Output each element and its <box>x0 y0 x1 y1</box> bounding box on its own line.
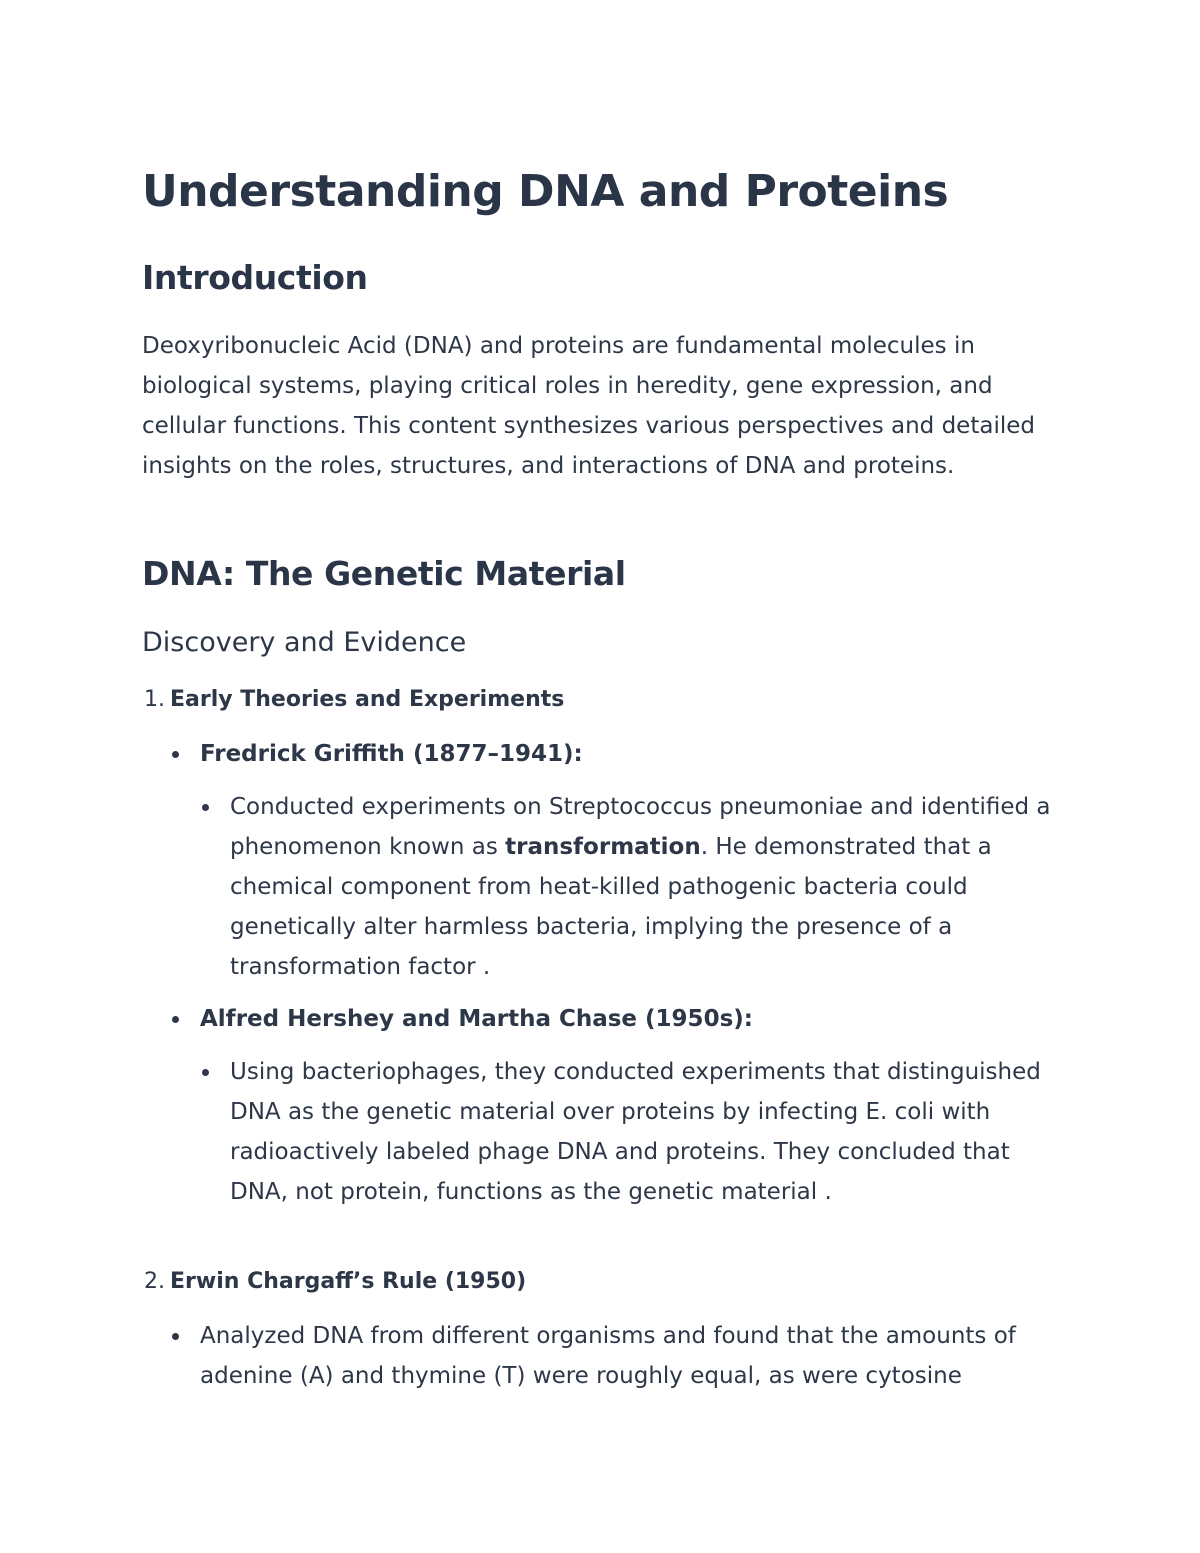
introduction-heading: Introduction <box>142 258 368 297</box>
list-item-label: Early Theories and Experiments <box>170 687 565 712</box>
detail-text: Analyzed DNA from different organisms and found that the amounts of adenine (A) and thymine (T) were roughly equal, as were cytosine <box>200 1323 1016 1389</box>
bullet-icon <box>172 751 179 758</box>
document-title: Understanding DNA and Proteins <box>142 166 949 217</box>
bullet-icon <box>172 1016 179 1023</box>
bullet-hershey-chase-detail <box>230 1052 1060 1212</box>
bullet-griffith <box>200 734 1050 774</box>
list-item-early-theories <box>144 687 564 712</box>
bullet-label: Alfred Hershey and Martha Chase (1950s): <box>200 1006 753 1032</box>
bullet-hershey-chase <box>200 999 1050 1039</box>
detail-bold-term: transformation <box>505 834 701 860</box>
bullet-icon <box>172 1333 179 1340</box>
bullet-icon <box>202 1069 209 1076</box>
bullet-label: Fredrick Griffith (1877–1941): <box>200 741 583 767</box>
detail-text-before: Conducted experiments on Streptococcus pneumoniae and identified a phenomenon known as <box>230 794 1051 860</box>
list-number: 2. <box>144 1269 165 1294</box>
bullet-icon <box>202 804 209 811</box>
detail-text-after: . He demonstrated that a chemical component from heat-killed pathogenic bacteria could genetically alter harmless bacteria, implying the presence of a transformation factor . <box>230 834 992 980</box>
detail-text: Using bacteriophages, they conducted experiments that distinguished DNA as the genetic material over proteins by infecting E. coli with radioactively labeled phage DNA and proteins. They concluded that DNA, not protein, functions as the genetic material . <box>230 1059 1041 1205</box>
list-item-chargaff <box>144 1269 526 1294</box>
bullet-griffith-detail <box>230 787 1060 987</box>
discovery-subheading: Discovery and Evidence <box>142 627 467 658</box>
introduction-paragraph: Deoxyribonucleic Acid (DNA) and proteins are fundamental molecules in biological systems, playing critical roles in heredity, gene expression, and cellular functions. This content synthesizes various perspectives and detailed insights on the roles, structures, and interactions of DNA and proteins. <box>142 333 1035 479</box>
dna-section-heading: DNA: The Genetic Material <box>142 554 626 593</box>
list-item-label: Erwin Chargaff’s Rule (1950) <box>170 1269 527 1294</box>
bullet-chargaff-detail <box>200 1316 1050 1396</box>
list-number: 1. <box>144 687 165 712</box>
